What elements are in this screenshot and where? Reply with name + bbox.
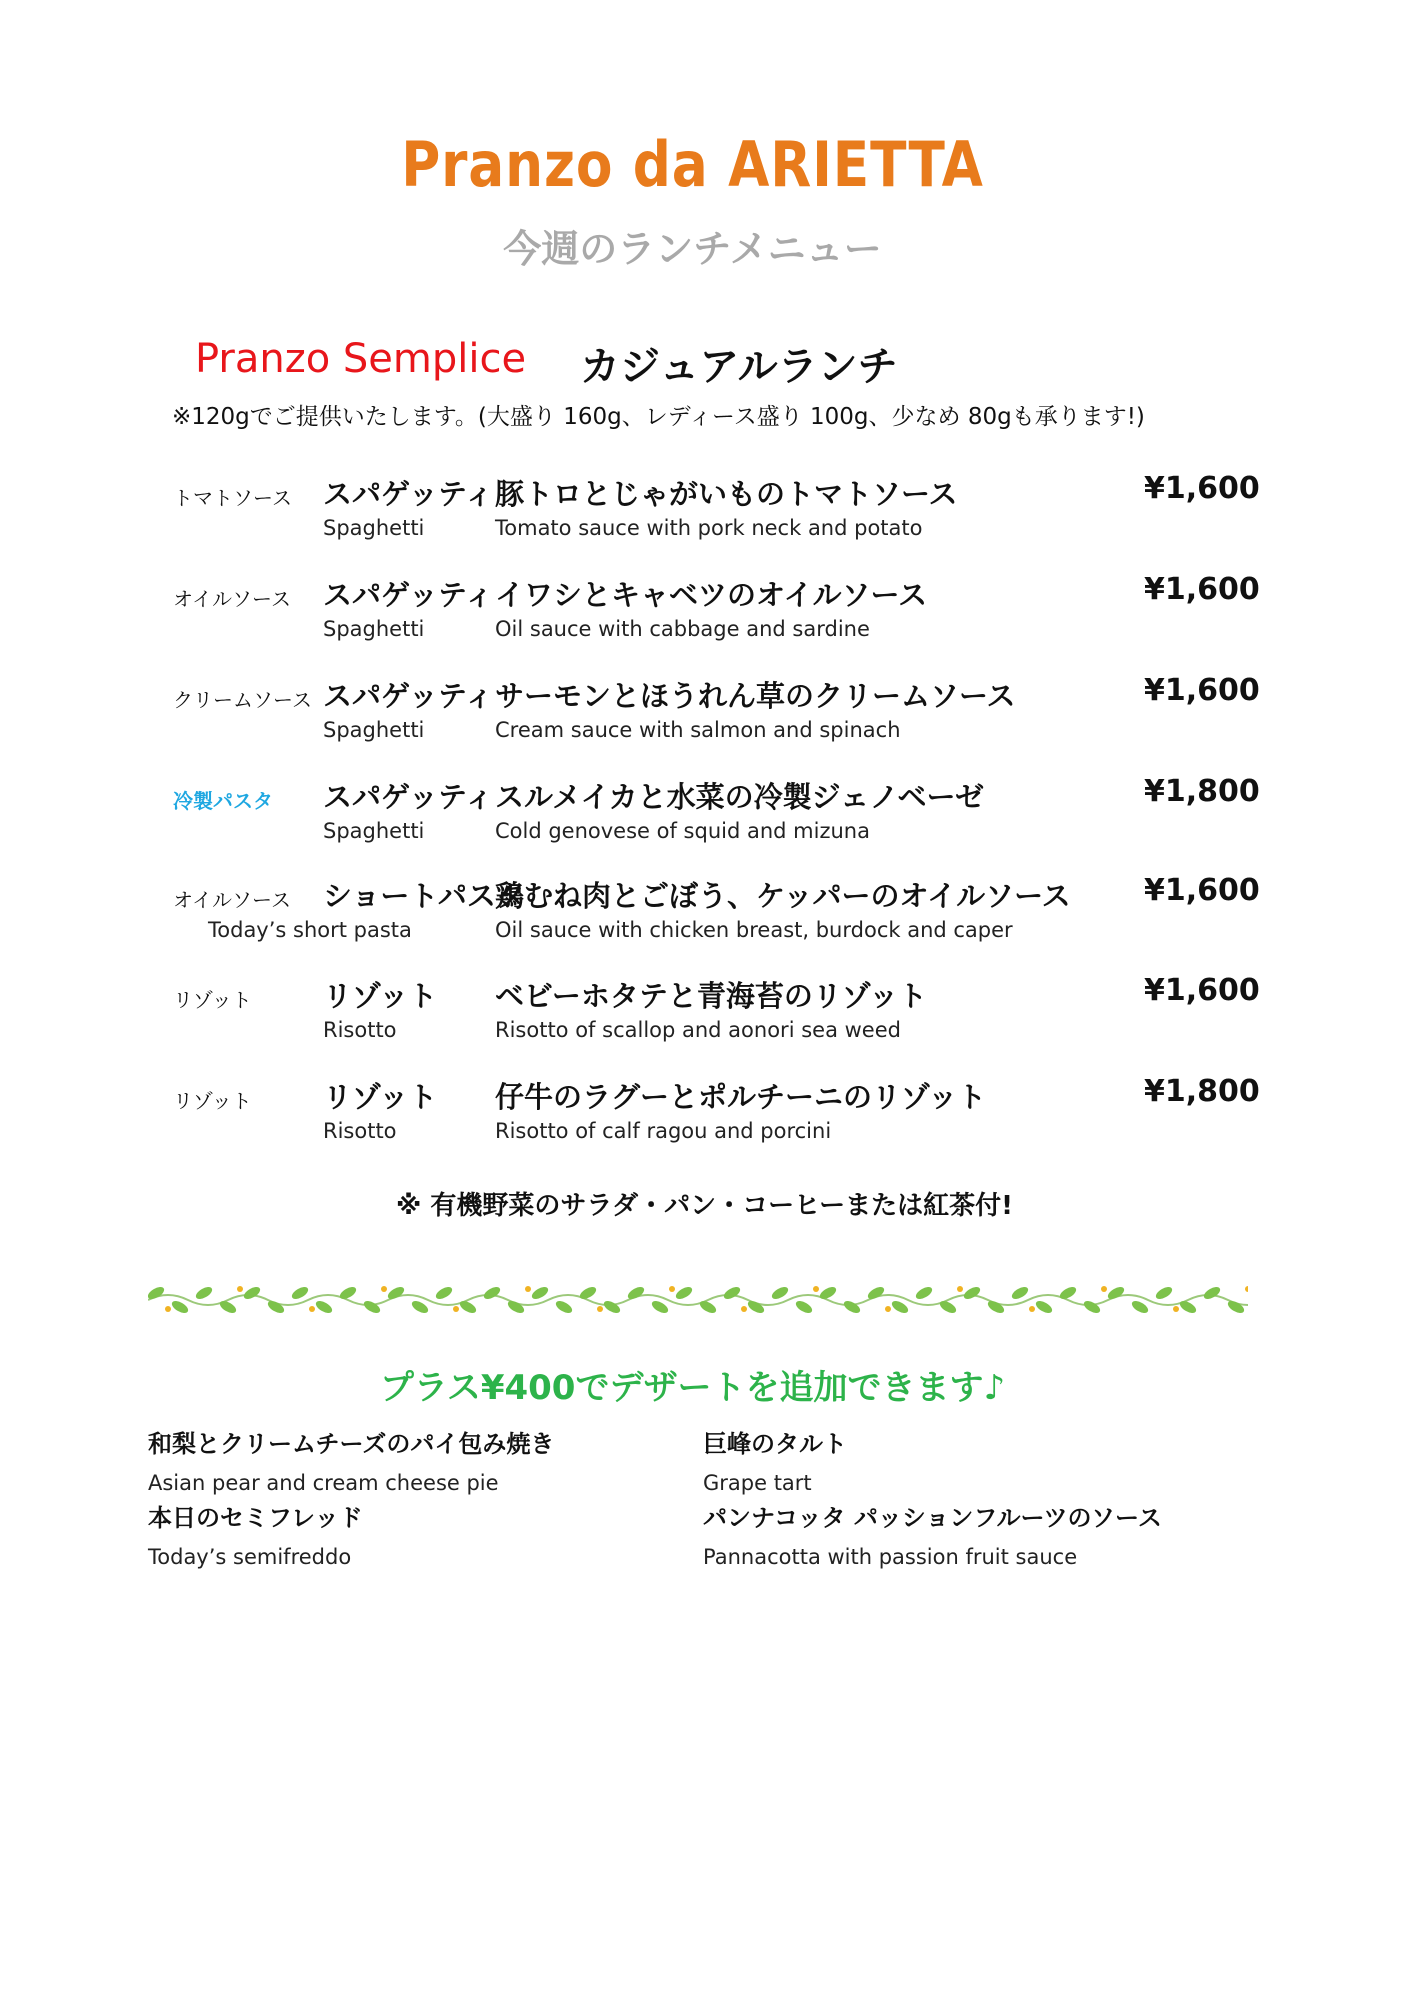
menu-item-category: 冷製パスタ [173, 789, 273, 813]
dessert-item-jp: 和梨とクリームチーズのパイ包み焼き [148, 1430, 555, 1458]
menu-item-type-en: Risotto [323, 1119, 397, 1143]
menu-item-type-en: Spaghetti [323, 516, 425, 540]
menu-item-type-jp: リゾット [323, 1080, 438, 1114]
menu-item-type-en: Spaghetti [323, 718, 425, 742]
menu-item-type-en: Risotto [323, 1018, 397, 1042]
menu-item [0, 670, 1409, 760]
menu-item-dish-jp: サーモンとほうれん草のクリームソース [495, 679, 1016, 713]
section-title-italian: Pranzo Semplice [195, 336, 527, 382]
menu-item-type-jp: スパゲッティ [323, 679, 494, 713]
page-title: Pranzo da ARIETTA [401, 128, 984, 201]
menu-item [0, 771, 1409, 861]
menu-item-dish-jp: スルメイカと水菜の冷製ジェノベーゼ [495, 780, 984, 814]
menu-item-type-en: Spaghetti [323, 617, 425, 641]
includes-note: ※ 有機野菜のサラダ・パン・コーヒーまたは紅茶付! [396, 1191, 1013, 1221]
menu-item-dish-en: Risotto of calf ragou and porcini [495, 1119, 832, 1143]
menu-item-dish-jp: イワシとキャベツのオイルソース [495, 578, 928, 612]
menu-item [0, 569, 1409, 659]
menu-item-type-en: Spaghetti [323, 819, 425, 843]
menu-item-type-jp: リゾット [323, 979, 438, 1013]
dessert-item [703, 1426, 1263, 1500]
dessert-item [148, 1426, 708, 1500]
menu-item-price: ¥1,600 [1144, 973, 1260, 1008]
menu-item-price: ¥1,800 [1144, 1074, 1260, 1109]
menu-item-dish-en: Oil sauce with chicken breast, burdock and caper [495, 918, 1013, 942]
menu-item-category: リゾット [173, 1089, 252, 1113]
menu-item-category: オイルソース [173, 888, 291, 912]
menu-item-dish-en: Tomato sauce with pork neck and potato [495, 516, 923, 540]
menu-item-category: オイルソース [173, 587, 291, 611]
menu-item [0, 970, 1409, 1060]
dessert-item-en: Grape tart [703, 1471, 812, 1495]
menu-item-type-jp: スパゲッティ [323, 780, 494, 814]
menu-item-dish-en: Cream sauce with salmon and spinach [495, 718, 901, 742]
menu-item-price: ¥1,600 [1144, 873, 1260, 908]
menu-item-type-en: Today’s short pasta [208, 918, 412, 942]
portion-note: ※120gでご提供いたします。(大盛り 160g、レディース盛り 100g、少なめ 80gも承ります!) [172, 404, 1145, 430]
dessert-item-jp: 巨峰のタルト [703, 1430, 847, 1458]
dessert-item-en: Pannacotta with passion fruit sauce [703, 1545, 1078, 1569]
dessert-item-jp: 本日のセミフレッド [148, 1504, 363, 1532]
dessert-item-en: Today’s semifreddo [148, 1545, 352, 1569]
dessert-item [703, 1500, 1263, 1574]
menu-item-category: トマトソース [173, 486, 292, 510]
menu-item-type-jp: スパゲッティ [323, 477, 494, 511]
menu-item-dish-en: Cold genovese of squid and mizuna [495, 819, 870, 843]
menu-item [0, 468, 1409, 558]
dessert-item-en: Asian pear and cream cheese pie [148, 1471, 499, 1495]
menu-item-category: クリームソース [173, 688, 312, 712]
page-subtitle: 今週のランチメニュー [503, 227, 882, 271]
dessert-header: プラス¥400でデザートを追加できます♪ [379, 1368, 1006, 1408]
menu-item-type-jp: ショートパスタ [323, 879, 525, 913]
menu-item-dish-en: Oil sauce with cabbage and sardine [495, 617, 870, 641]
menu-item-price: ¥1,600 [1144, 471, 1260, 506]
menu-item [0, 870, 1409, 960]
menu-item-price: ¥1,800 [1144, 774, 1260, 809]
dessert-item-jp: パンナコッタ パッションフルーツのソース [703, 1504, 1162, 1532]
menu-item-dish-en: Risotto of scallop and aonori sea weed [495, 1018, 901, 1042]
vine-divider-icon [148, 1275, 1248, 1325]
menu-item-dish-jp: 豚トロとじゃがいものトマトソース [495, 477, 958, 511]
menu-item-dish-jp: 仔牛のラグーとポルチーニのリゾット [495, 1080, 987, 1114]
menu-item-dish-jp: ベビーホタテと青海苔のリゾット [495, 979, 928, 1013]
menu-item-price: ¥1,600 [1144, 572, 1260, 607]
menu-item-type-jp: スパゲッティ [323, 578, 494, 612]
dessert-item [148, 1500, 708, 1574]
menu-item [0, 1071, 1409, 1161]
section-title-japanese: カジュアルランチ [580, 344, 898, 390]
menu-item-price: ¥1,600 [1144, 673, 1260, 708]
menu-item-category: リゾット [173, 988, 252, 1012]
menu-item-dish-jp: 鶏むね肉とごぼう、ケッパーのオイルソース [495, 879, 1071, 913]
